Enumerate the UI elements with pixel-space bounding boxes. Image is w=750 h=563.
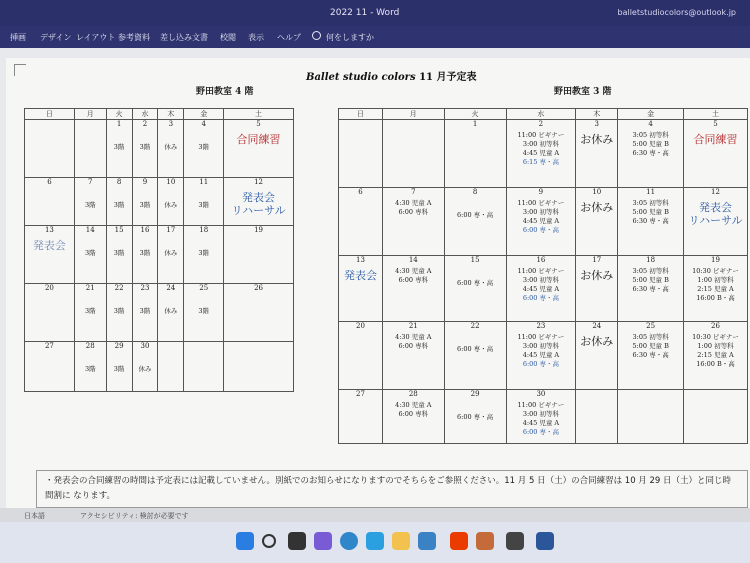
day-number: 13 [44,226,54,234]
schedule-entry: 11:00 ビギナー [517,267,565,275]
event-label: お休み [580,269,614,282]
calendar-day-cell[interactable] [158,226,184,284]
calendar-day-cell[interactable] [184,178,224,226]
notice-box: ・発表会の合同練習の時間は予定表には記載していません。別紙でのお知らせになりますのでそちらをご参照ください。11 月 5 日（土）の合同練習は 10 月 29 日（土）と同じ時間割に なります。 [36,470,748,508]
day-number: 22 [470,322,480,330]
schedule-entry: 2:15 児童 A [697,351,734,359]
calendar-day-cell[interactable] [382,256,444,322]
day-number: 18 [646,256,656,264]
day-number: 23 [536,322,546,330]
day-number: 30 [536,390,546,398]
calendar-day-cell[interactable] [444,390,506,444]
calendar-day-cell[interactable] [74,226,106,284]
day-number: 1 [116,120,122,128]
schedule-entry: 3階 [198,307,210,315]
day-number: 27 [355,390,365,398]
calendar-day-cell[interactable] [618,390,684,444]
schedule-entry: 6:00 専科 [398,276,429,284]
file-explorer-icon[interactable] [392,532,410,550]
calendar-day-cell[interactable] [224,226,294,284]
account-email[interactable]: balletstudiocolors@outlook.jp [617,8,736,17]
event-label: 発表会 [32,239,66,252]
app-icon[interactable] [476,532,494,550]
weekday-header: 月 [382,109,444,120]
calendar-day-cell[interactable] [74,120,106,178]
schedule-entry: 5:00 児童 B [632,342,669,350]
title-month: 11 月予定表 [415,72,477,83]
weekday-header: 火 [106,109,132,120]
calendar-day-cell[interactable] [224,284,294,342]
tab-references[interactable]: 参考資料 [118,33,150,42]
mail-icon[interactable] [366,532,384,550]
left-subtitle: 野田教室 4 階 [196,87,254,97]
day-number: 6 [47,178,52,186]
schedule-entry: 11:00 ビギナー [517,401,565,409]
schedule-entry: 10:30 ビギナー [692,333,739,341]
schedule-entry: 3階 [84,365,96,373]
schedule-entry: 11:00 ビギナー [517,199,565,207]
schedule-entry: 6:00 専・高 [522,428,559,436]
calendar-day-cell[interactable] [132,226,158,284]
day-number: 20 [355,322,365,330]
document-page [6,58,750,508]
schedule-entry: 11:00 ビギナー [517,131,565,139]
calendar-day-cell[interactable] [158,342,184,392]
day-number: 8 [116,178,122,186]
tab-design[interactable]: デザイン [40,33,72,42]
weekday-header: 日 [25,109,75,120]
schedule-entry: 3階 [84,201,96,209]
schedule-entry: 3階 [198,201,210,209]
day-number: 17 [592,256,602,264]
schedule-entry: 11:00 ビギナー [517,333,565,341]
title-bar [0,0,750,26]
calendar-day-cell[interactable] [576,256,618,322]
document-title [306,68,476,83]
schedule-entry: 休み [164,307,178,315]
weekday-header: 金 [184,109,224,120]
schedule-entry: 16:00 B・高 [696,360,735,368]
calendar-day-cell[interactable] [74,284,106,342]
day-number: 3 [594,120,599,128]
day-number: 25 [199,284,209,292]
schedule-entry: 4:45 児童 A [522,149,560,157]
day-number: 13 [355,256,365,264]
calendar-week-row [25,284,294,342]
calendar-day-cell[interactable] [25,284,75,342]
day-number: 7 [88,178,93,186]
calendar-day-cell[interactable] [382,322,444,390]
schedule-entry: 6:00 専科 [398,342,429,350]
day-number: 4 [201,120,206,128]
lightbulb-icon [312,31,321,40]
calendar-day-cell[interactable] [74,178,106,226]
calendar-day-cell[interactable] [25,226,75,284]
schedule-entry: 4:30 児童 A [395,267,432,275]
weekday-header: 水 [132,109,158,120]
tab-view[interactable]: 表示 [248,33,264,42]
document-area [0,48,750,508]
day-number: 26 [711,322,720,330]
schedule-entry: 1:00 初等科 [697,342,734,350]
day-number: 27 [44,342,54,350]
day-number: 14 [85,226,95,234]
calendar-day-cell[interactable] [106,178,132,226]
day-number: 16 [140,226,150,234]
schedule-entry: 3階 [198,249,210,257]
schedule-entry: 6:00 専・高 [457,345,494,353]
margin-corner-mark [14,64,26,76]
schedule-entry: 2:15 児童 A [697,285,734,293]
schedule-entry: 5:00 児童 B [632,140,669,148]
weekday-header: 木 [158,109,184,120]
schedule-entry: 3階 [139,143,151,151]
weekday-header: 金 [618,109,684,120]
chat-icon[interactable] [314,532,332,550]
day-number: 26 [254,284,263,292]
task-view-icon[interactable] [288,532,306,550]
event-label: 発表会 [242,191,276,204]
calendar-week-row [339,188,748,256]
schedule-entry: 3階 [113,249,125,257]
schedule-entry: 3:05 初等科 [632,131,669,139]
calendar-day-cell[interactable] [184,284,224,342]
calendar-day-cell[interactable] [339,256,383,322]
day-number: 8 [472,188,478,196]
schedule-entry: 4:30 児童 A [395,199,432,207]
schedule-entry: 4:30 児童 A [395,401,432,409]
tell-me-search[interactable]: 何をしますか [326,33,374,42]
day-number: 16 [536,256,546,264]
calendar-week-row [25,342,294,392]
event-label: 発表会 [343,269,377,282]
schedule-entry: 3:00 初等科 [522,342,559,350]
day-number: 7 [411,188,416,196]
calendar-day-cell[interactable] [506,256,576,322]
schedule-entry: 3:05 初等科 [632,199,669,207]
schedule-entry: 6:00 専・高 [457,413,494,421]
calendar-day-cell[interactable] [444,322,506,390]
day-number: 11 [199,178,209,186]
schedule-entry: 休み [164,249,178,257]
calendar-day-cell[interactable] [684,322,748,390]
tab-mailings[interactable]: 差し込み文書 [160,33,208,42]
day-number: 1 [472,120,478,128]
event-label: リハーサル [688,214,743,227]
schedule-entry: 3階 [113,365,125,373]
right-calendar-table [338,108,748,444]
schedule-entry: 16:00 B・高 [696,294,735,302]
calendar-day-cell[interactable] [444,120,506,188]
weekday-header: 日 [339,109,383,120]
schedule-entry: 6:30 専・高 [632,149,669,157]
calendar-day-cell[interactable] [618,322,684,390]
office-icon[interactable] [450,532,468,550]
event-label: 合同練習 [236,133,281,146]
schedule-entry: 1:00 初等科 [697,276,734,284]
title-studio-name: Ballet studio colors [306,72,416,83]
left-calendar-table [24,108,294,392]
day-number: 12 [711,188,720,196]
day-number: 17 [166,226,176,234]
right-subtitle: 野田教室 3 階 [554,87,612,97]
day-number: 3 [168,120,174,128]
event-label: お休み [580,133,614,146]
accessibility-status[interactable]: アクセシビリティ: 検討が必要です [80,512,189,520]
schedule-entry: 6:00 専・高 [457,211,494,219]
schedule-entry: 6:00 専・高 [522,360,559,368]
schedule-entry: 3階 [84,307,96,315]
day-number: 2 [538,120,544,128]
day-number: 21 [408,322,418,330]
schedule-entry: 4:30 児童 A [395,333,432,341]
schedule-entry: 3:00 初等科 [522,276,559,284]
calendar-day-cell[interactable] [106,226,132,284]
calendar-day-cell[interactable] [684,120,748,188]
calendar-day-cell[interactable] [158,284,184,342]
schedule-entry: 3:00 初等科 [522,208,559,216]
event-label: お休み [580,201,614,214]
calendar-day-cell[interactable] [184,226,224,284]
calendar-day-cell[interactable] [132,120,158,178]
schedule-entry: 4:45 児童 A [522,285,560,293]
calendar-day-cell[interactable] [444,256,506,322]
event-label: 発表会 [699,201,732,214]
day-number: 12 [254,178,263,186]
day-number: 9 [538,188,544,196]
schedule-entry: 休み [138,365,152,373]
schedule-entry: 6:30 専・高 [632,285,669,293]
day-number: 24 [166,284,176,292]
day-number: 10 [166,178,176,186]
day-number: 30 [140,342,150,350]
schedule-entry: 4:45 児童 A [522,351,560,359]
weekday-header: 土 [684,109,748,120]
schedule-entry: 4:45 児童 A [522,217,560,225]
day-number: 22 [114,284,124,292]
schedule-entry: 3階 [139,307,151,315]
calendar-week-row [339,322,748,390]
calendar-day-cell[interactable] [506,188,576,256]
calendar-day-cell[interactable] [25,342,75,392]
day-number: 5 [713,120,718,128]
calendar-day-cell[interactable] [506,390,576,444]
schedule-entry: 5:00 児童 B [632,276,669,284]
calendar-day-cell[interactable] [684,188,748,256]
schedule-entry: 6:30 専・高 [632,351,669,359]
calendar-day-cell[interactable] [132,178,158,226]
schedule-entry: 10:30 ビギナー [692,267,739,275]
calendar-week-row [25,226,294,284]
calendar-day-cell[interactable] [184,342,224,392]
day-number: 20 [44,284,54,292]
schedule-entry: 3階 [84,249,96,257]
day-number: 6 [358,188,363,196]
status-bar [0,508,750,522]
word-icon[interactable] [536,532,554,550]
calendar-day-cell[interactable] [132,284,158,342]
schedule-entry: 3階 [139,201,151,209]
language-status[interactable]: 日本語 [24,512,45,520]
calendar-day-cell[interactable] [25,178,75,226]
schedule-entry: 休み [164,201,178,209]
schedule-entry: 3階 [113,201,125,209]
calendar-day-cell[interactable] [576,188,618,256]
calendar-day-cell[interactable] [158,120,184,178]
start-icon[interactable] [236,532,254,550]
calendar-day-cell[interactable] [158,178,184,226]
day-number: 29 [114,342,124,350]
day-number: 5 [256,120,261,128]
weekday-header: 火 [444,109,506,120]
day-number: 9 [142,178,148,186]
schedule-entry: 休み [164,143,178,151]
calendar-day-cell[interactable] [224,178,294,226]
calendar-week-row [339,390,748,444]
calendar-week-row [25,178,294,226]
day-number: 29 [470,390,480,398]
tab-review[interactable]: 校閲 [220,33,236,42]
calendar-day-cell[interactable] [444,188,506,256]
weekday-header: 水 [506,109,576,120]
calendar-day-cell[interactable] [382,120,444,188]
schedule-entry: 6:15 専・高 [522,158,559,166]
calendar-day-cell[interactable] [106,342,132,392]
schedule-entry: 6:00 専科 [398,410,429,418]
schedule-entry: 3:00 初等科 [522,410,559,418]
weekday-header: 月 [74,109,106,120]
schedule-entry: 3階 [113,143,125,151]
day-number: 15 [470,256,480,264]
day-number: 21 [85,284,95,292]
ribbon-tabs [0,26,750,48]
edge-icon[interactable] [340,532,358,550]
calendar-day-cell[interactable] [382,390,444,444]
calendar-day-cell[interactable] [382,188,444,256]
day-number: 10 [592,188,602,196]
calendar-day-cell[interactable] [25,120,75,178]
schedule-entry: 6:00 専科 [398,208,429,216]
schedule-entry: 3階 [139,249,151,257]
calendar-day-cell[interactable] [618,256,684,322]
calendar-day-cell[interactable] [132,342,158,392]
calendar-day-cell[interactable] [224,120,294,178]
schedule-entry: 4:45 児童 A [522,419,560,427]
schedule-entry: 6:00 専・高 [457,279,494,287]
calendar-day-cell[interactable] [106,120,132,178]
calendar-day-cell[interactable] [339,322,383,390]
calendar-day-cell[interactable] [576,322,618,390]
day-number: 28 [408,390,418,398]
calendar-day-cell[interactable] [684,390,748,444]
calendar-day-cell[interactable] [506,120,576,188]
settings-icon[interactable] [506,532,524,550]
calendar-day-cell[interactable] [576,120,618,188]
schedule-entry: 6:00 専・高 [522,294,559,302]
calendar-day-cell[interactable] [339,188,383,256]
day-number: 18 [199,226,209,234]
schedule-entry: 6:00 専・高 [522,226,559,234]
calendar-week-row [339,120,748,188]
weekday-header: 木 [576,109,618,120]
day-number: 19 [711,256,720,264]
calendar-day-cell[interactable] [576,390,618,444]
day-number: 25 [646,322,656,330]
day-number: 2 [142,120,148,128]
schedule-entry: 5:00 児童 B [632,208,669,216]
calendar-day-cell[interactable] [106,284,132,342]
search-icon[interactable] [262,534,276,548]
schedule-entry: 3:00 初等科 [522,140,559,148]
day-number: 23 [140,284,150,292]
schedule-entry: 3:05 初等科 [632,333,669,341]
day-number: 11 [646,188,656,196]
weekday-header: 土 [224,109,294,120]
calendar-day-cell[interactable] [618,188,684,256]
calendar-day-cell[interactable] [339,390,383,444]
tab-insert[interactable]: 挿画 [10,33,26,42]
calendar-week-row [25,120,294,178]
day-number: 14 [408,256,418,264]
taskbar [0,522,750,563]
calendar-day-cell[interactable] [184,120,224,178]
schedule-entry: 3階 [113,307,125,315]
event-label: リハーサル [231,204,286,217]
schedule-entry: 3:05 初等科 [632,267,669,275]
store-icon[interactable] [418,532,436,550]
day-number: 15 [114,226,124,234]
day-number: 24 [592,322,602,330]
event-label: お休み [580,335,614,348]
day-number: 19 [254,226,263,234]
calendar-day-cell[interactable] [618,120,684,188]
tab-layout[interactable]: レイアウト [76,33,116,42]
event-label: 合同練習 [693,133,738,146]
calendar-day-cell[interactable] [74,342,106,392]
calendar-week-row [339,256,748,322]
calendar-day-cell[interactable] [339,120,383,188]
calendar-day-cell[interactable] [506,322,576,390]
tab-help[interactable]: ヘルプ [277,33,301,42]
window-title: 2022 11 - Word [330,8,400,18]
calendar-day-cell[interactable] [224,342,294,392]
day-number: 28 [85,342,95,350]
schedule-entry: 6:30 専・高 [632,217,669,225]
day-number: 4 [648,120,653,128]
schedule-entry: 3階 [198,143,210,151]
calendar-day-cell[interactable] [684,256,748,322]
